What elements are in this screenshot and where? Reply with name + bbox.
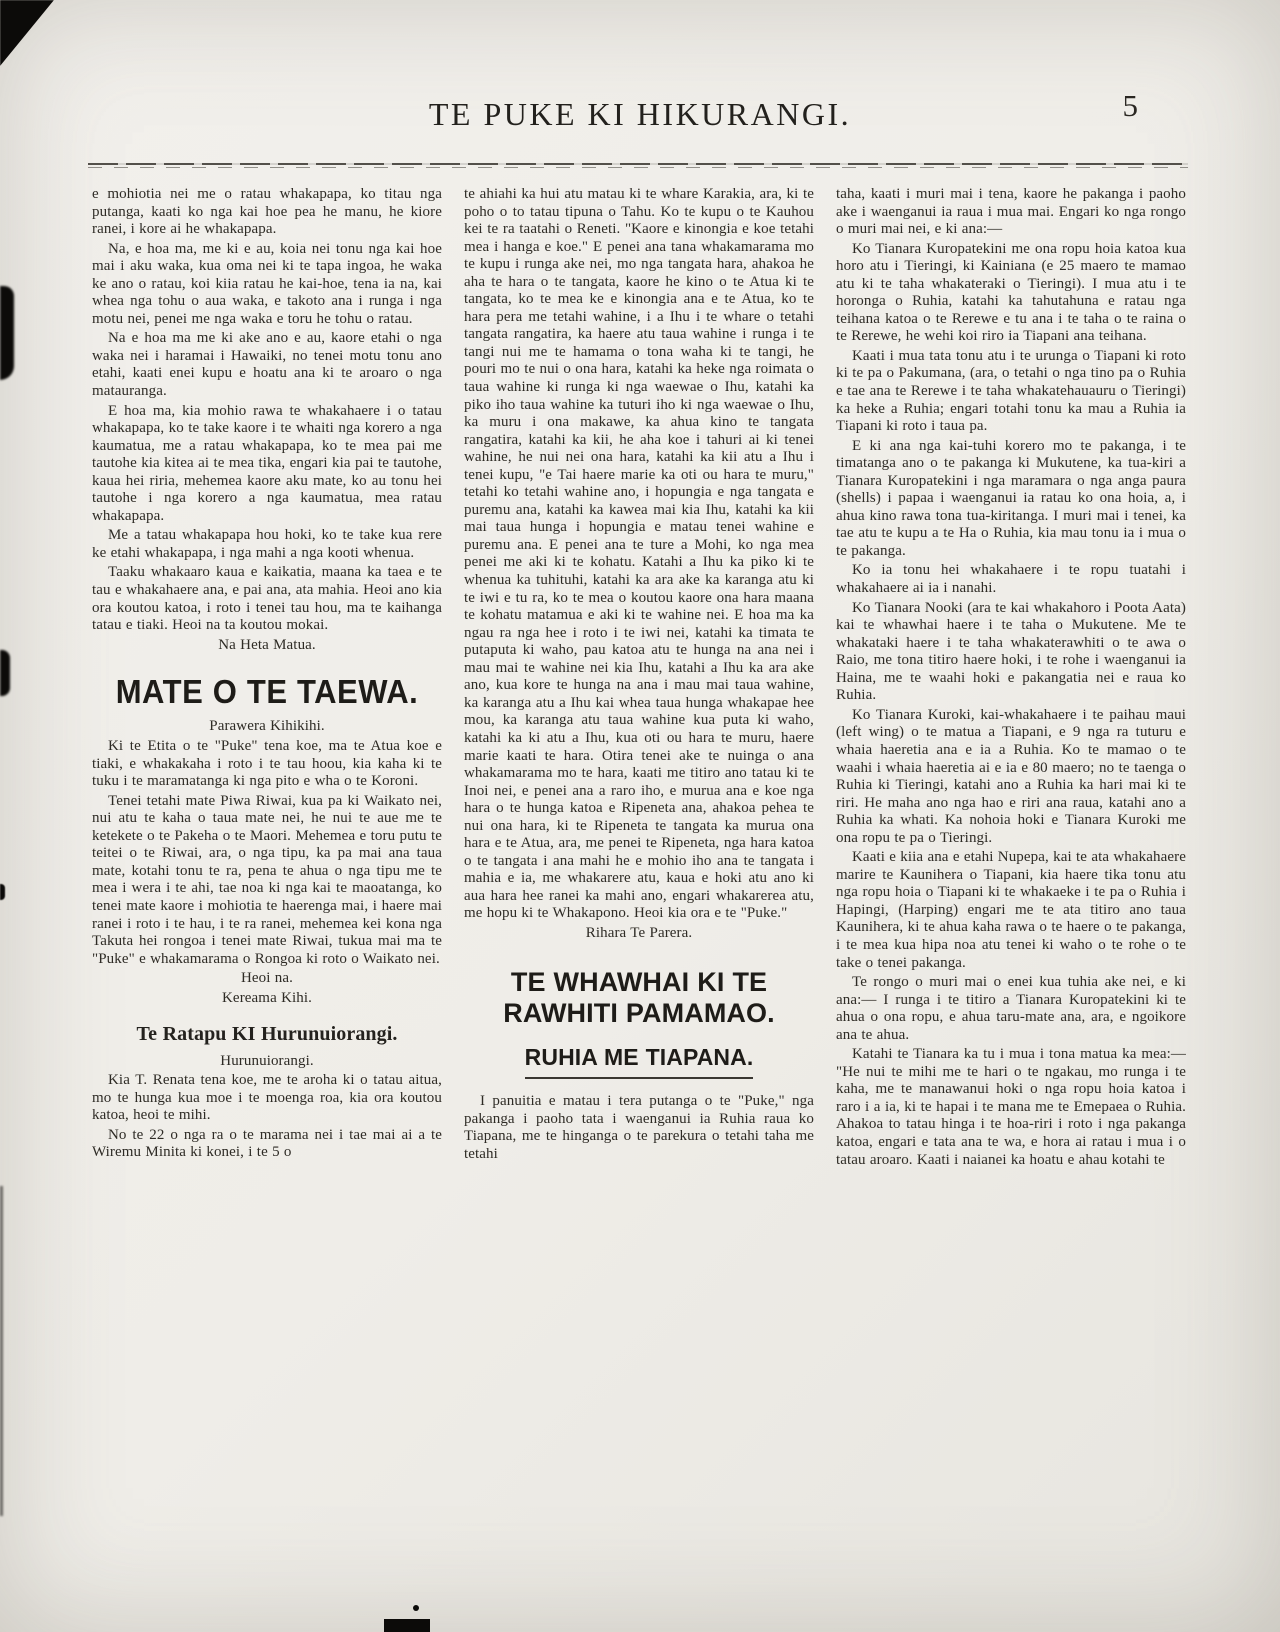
signature-kereama-kihi: Kereama Kihi. — [222, 989, 312, 1006]
column-left — [92, 186, 442, 1624]
scan-artifact-left-dot — [0, 884, 5, 900]
paragraph: Me a tatau whakapapa hou hoki, ko te take kua rere ke etahi whakapapa, i nga mahi a nga kooti whenua. — [92, 527, 442, 561]
closing-heoi-na: Heoi na. — [240, 970, 293, 987]
paragraph: Ki te Etita o te "Puke" tena koe, ma te Atua koe e tiaki, e whakakaha i roto i te tau hoou, kia kaha ki te tuku i te maramatanga ki nga pito e wha o te Koroni. — [92, 738, 442, 790]
paragraph: Ko Tianara Kuroki, kai-whakahaere i te paihau maui (left wing) o te matua a Tiapani, e 9 nga ra tuturu e whaia haeretia ana e ia a Ruhia. Ko te mamao o te waahi i whaia haeretia ai e ia e 80 maero; no te taenga o Ruhia ki Tieringi, katahi ano a Ruhia ka hari mai ki te riri. He maha ano nga hao e riri ana raua, katahi ano a Ruhia ka whati. Ka nohoia hoki e Tianara Kuroki me ona ropu te pa o Tieringi. — [836, 706, 1186, 846]
paragraph: Kaati e kiia ana e etahi Nupepa, kai te ata whakahaere marire te Kaunihera o Tiapani, kia haere tika tonu atu nga ropu hoia o Tiapani ki te whakaeke i te pa o Ruhia i Hapingi, (Harping) engari me te ata titiro ano taua Kaunihera, ki te ahua kaha rawa o te haere o te pakanga, i te mea kua hipa noa atu tenei ki waho o te rohe o te take o tenei pakanga. — [836, 849, 1186, 971]
paragraph: I panuitia e matau i tera putanga o te "Puke," nga pakanga i paoho tata i waenganui ia Ruhia raua ko Tiapana, me te hinganga o te parekura o tetahi taha me tetahi — [464, 1093, 814, 1162]
masthead — [0, 88, 1280, 146]
newspaper-title: TE PUKE KI HIKURANGI. — [428, 96, 852, 132]
paragraph: Tenei tetahi mate Piwa Riwai, kua pa ki Waikato nei, nui atu te kaha o taua mate nei, he nui te aue me te ketekete o te Pakeha o te Maori. Mehemea e toru putu te teitei o te Riwai, ara, o nga tipu, ka pa mai ana taua mate, kotahi tonu te ra, pena te ahua o nga tipu me te mea i wera i te ahi, tae noa ki nga kai te maoatanga, ko tenei mate kaore i mohiotia te haerenga mai, i haere mai ranei i roto i te hau, i te ra ranei, mehemea kei kona nga Takuta hei rongoa i tenei mate Riwai, tukua mai ma te "Puke" e whakamarama o Rongoa ki roto o Waikato nei. — [92, 792, 442, 967]
paragraph: Ko Tianara Kuropatekini me ona ropu hoia katoa kua horo atu i Tieringi, ki Kainiana (e 25 maero te mamao atu ki te taha whakateraki o Tieringi). I mua atu i te horonga o Ruhia, katahi ka tahutahuna e ratau nga teihana katoa o te Rerewe e tu ana i te taha o te raina o te Rerewe, he wehi koi riro ia Tiapani ana teihana. — [836, 240, 1186, 345]
paragraph: E hoa ma, kia mohio rawa te whakahaere i o tatau whakapapa, ko te take kaore i te whaiti nga korero a nga kaumatua, me a ratau whakapapa, ko te mea pai me tautohe kia kitea ai te mea tika, engari kia pai te tautohe, kaua hei riria, mehemea kaore aku mate, ko au tonu hei tautohe i nga korero a nga kaumatua, mea ratau whakapapa. — [92, 402, 442, 524]
scan-artifact-left-streak — [0, 1186, 3, 1516]
scan-artifact-left-smudge — [0, 286, 14, 380]
paragraph: No te 22 o nga ra o te marama nei i tae mai ai a te Wiremu Minita ki konei, i te 5 o — [92, 1126, 442, 1161]
headline-ruhia-me-tiapana — [464, 1044, 814, 1079]
paragraph: taha, kaati i muri mai i tena, kaore he pakanga i paoho ake i waenganui ia raua i mua mai. Engari ko nga rongo o muri mai nei, e ki ana:— — [836, 186, 1186, 238]
paragraph: Ko Tianara Nooki (ara te kai whakahoro i Poota Aata) kai te whawhai haere i te taha o Mukutene. Me te whakataki haere i te taha whakaterawhiti o te awa o Raio, me tona titiro haere hoki, i te rohe i waenganui ia Haina, me te waahi hoki e pakangatia nei e raua ko Ruhia. — [836, 599, 1186, 704]
headline-te-whawhai: TE WHAWHAI KI TE RAWHITI PAMAMAO. — [503, 966, 775, 1029]
paragraph: Na e hoa ma me ki ake ano e au, kaore etahi o nga waka nei i haramai i Hawaiki, no tenei motu tonu ano etahi, kaati enei kupu e hoatu ana ki te aroaro o nga matauranga. — [92, 330, 442, 400]
paragraph: e mohiotia nei me o ratau whakapapa, ko titau nga putanga, kaati ko nga kai hoe pea he manu, he kiore ranei, i kore ai he whakapapa. — [92, 186, 442, 238]
paragraph: Na, e hoa ma, me ki e au, koia nei tonu nga kai hoe mai i aku waka, kua oma nei ki te tapa ingoa, he waka ke ano o ratau, koi kiia ratau he kai-hoe, tena ia na, kai whea nga tohu o aua waka, e takoto ana i runga i nga motu nei, penei me nga waka e toru he tohu o ratau. — [92, 240, 442, 327]
scan-artifact-left-blot — [0, 650, 10, 696]
column-right — [836, 186, 1186, 1624]
paragraph: Katahi te Tianara ka tu i mua i tona matua ka mea:— "He nui te mihi me te hari o te ngakau, mo runga i te kaha, me te manawanui hoki o nga ropu hoia katoa i raro i a ia, ki te hapai i te mana me te Emepaea o Ruhia. Ahakoa to tatau hinga i te hoa-riri i roto i nga pakanga katoa, engari e tata ana te wa, e hora ai ratau i mua i o tatau aroaro. Kaati i naianei ka hoatu e ahau kotahi te — [836, 1046, 1186, 1168]
byline-hurunuiorangi: Hurunuiorangi. — [220, 1052, 314, 1069]
article-columns — [92, 186, 1186, 1624]
paragraph: Taaku whakaaro kaua e kaikatia, maana ka taea e te tau e whakahaere ana, e pai ana, ata mahia. Heoi ano kia ora koutou katoa, i roto i tenei tau hou, ma te kaihanga tatau e tiaki. Heoi na ta koutou mokai. — [92, 564, 442, 634]
masthead-rule — [88, 163, 1188, 169]
paragraph: E ki ana nga kai-tuhi korero mo te pakanga, i te timatanga ano o te pakanga ki Mukutene, ka tua-kiri a Tianara Kuropatekini i nga maramara o nga anga paura (shells) i papaa i waenganui ia ratau ko ona hoia, a, i ahua kino rawa tona tua-kiritanga. I muri mai i tenei, ka tae atu te kupu a te Ha o Ruhia, kia mau tonu ia i mua o te pakanga. — [836, 437, 1186, 559]
paragraph: Te rongo o muri mai o enei kua tuhia ake nei, e ki ana:— I runga i te titiro a Tianara Kuropatekini ki te ahua o ona ropu, e ahua taru-mate ana, ara, e ngoikore ana te ahua. — [836, 974, 1186, 1043]
signature-heta-matua: Na Heta Matua. — [218, 636, 316, 653]
headline-te-ratapu: Te Ratapu KI Hurunuiorangi. — [136, 1023, 398, 1046]
headline-ruhia-text: RUHIA ME TIAPANA. — [525, 1044, 754, 1079]
byline-parawera-kihikihi: Parawera Kihikihi. — [209, 718, 325, 735]
paragraph: Kia T. Renata tena koe, me te aroha ki o tatau aitua, mo te hunga kua moe i te moenga roa, kia ora koutou katoa, heoi te mihi. — [92, 1072, 442, 1124]
column-middle — [464, 186, 814, 1624]
paragraph: Kaati i mua tata tonu atu i te urunga o Tiapani ki roto ki te pa o Pakumana, (ara, o tetahi o nga tino pa o Ruhia e tae ana te Rerewe i te taha whakatehauauru o Tieringi) ka heke a Ruhia; engari totahi tonu ka mau a Ruhia ia Tiapani ki roto i taua pa. — [836, 347, 1186, 435]
scan-artifact-corner — [0, 0, 54, 66]
page-number: 5 — [1122, 88, 1138, 123]
headline-mate-o-te-taewa: MATE O TE TAEWA. — [115, 672, 419, 711]
signature-rihara-te-parera: Rihara Te Parera. — [585, 924, 693, 941]
paragraph: te ahiahi ka hui atu matau ki te whare Karakia, ara, ki te poho o to tatau tipuna o Tahu. Ko te kupu o te Kauhou kei te ra taatahi o Reneti. "Kaore e kinongia e koe tetahi mea i hanga e koe." E penei ana tana whakamarama mo te kupu i runga ake nei, mo nga tangata hara, ahakoa he aha te hara o te tangata, kaore he kino o te Atua ki te tangata, ko te mea ke e kinongia ana e te Atua, ko te hara pera me tetahi wahine, i a Ihu i te whare o tetahi tangata rangatira, ka haere atu taua wahine i runga i te tangi nui me te hamama o tona waha ki te tangi, he pouri mo te nui o ona hara, katahi ka heke nga roimata o taua wahine ki runga ki nga waewae o Ihu, katahi ka piko iho taua wahine ka tuturi iho ki nga waewae o Ihu, ka muru i ona makawe, ka ahua kino te tangata rangatira, katahi ka kii, he aha koe i tahuri ai ki tenei wahine, he nui nei ona hara, katahi ka kii atu a Ihu i tenei kupu, "e Tai haere marie ka oti ou hara te muru," tetahi ko tetahi wahine ano, i hopungia e nga tangata e puremu ana, katahi ka kawea mai kia Ihu, katahi ka kii mai taua hunga i hopungia e matau tenei wahine e puremu ana. E penei ana te ture a Mohi, ko nga mea penei me aki ki te kohatu. Katahi a Ihu ka piko ki te whenua ka tuhituhi, katahi ka ara ake ka karanga atu ki te iwi e tu ra, ko te mea o koutou kaore ona hara maana te kohatu matamua e aki ki te wahine nei. E hoa ma ka ngau ra nga hee i roto i te iwi nei, katahi ka timata te putaputa ki waho, pau katoa atu te hunga na ana nei i mau mai te wahine nei kia Ihu, katahi a Ihu ka ara ake ano, kua kore te hunga na ana i mau mai taua wahine, ka karanga atu a Ihu kai whea taua hunga whakapae hee mou, ka karanga atu taua wahine kua puta ki waho, katahi ka ki atu a Ihu, kua oti ou hara te muru, haere marie kaati te hara. Otira tenei ake te nuinga o ana whakamarama mo te hara, kaati me titiro ano tatau ki te Inoi nei, e penei ana a raro iho, e murua ana e koe nga hara o te hunga katoa e Ripeneta ana, ahakoa pehea te nui ona hara, ki te Ripeneta te tangata ka murua ona hara e te Atua, ara, me penei te Ripeneta, nga hara katoa o te tangata i ana mahi he e mohio iho ana te tangata i mahia e ia, me whakarere atu, kaua e hoki atu ano ki aua hara hee ranei ka mahi ano, engari whakarerea atu, me hopu ki te Whakapono. Heoi kia ora e te "Puke." — [464, 186, 814, 922]
paragraph: Ko ia tonu hei whakahaere i te ropu tuatahi i whakahaere ai ia i nanahi. — [836, 562, 1186, 597]
